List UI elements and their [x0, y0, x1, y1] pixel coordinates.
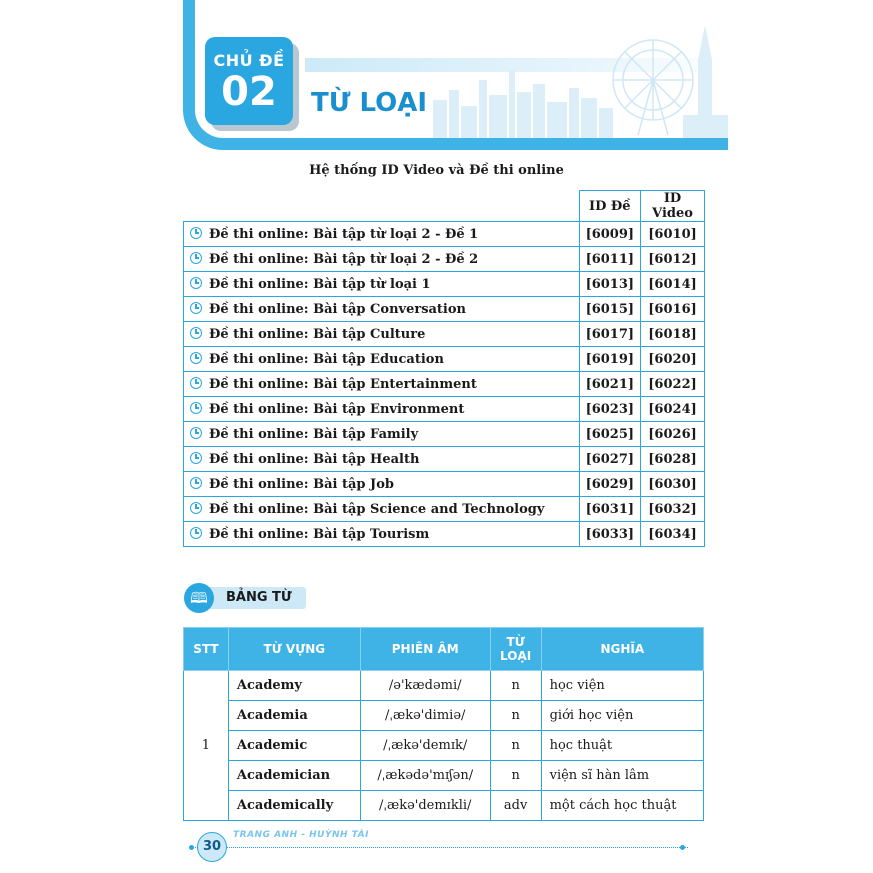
exam-name[interactable]: Đề thi online: Bài tập Education [209, 351, 444, 367]
exam-id: [6031] [579, 497, 640, 522]
header-meaning: NGHĨA [541, 628, 703, 671]
footer-line [193, 847, 688, 848]
clock-icon [190, 527, 202, 539]
vocab-row [184, 701, 704, 731]
exam-id: [6023] [579, 397, 640, 422]
video-id: [6026] [641, 422, 705, 447]
exam-name-cell [184, 397, 580, 422]
exam-name[interactable]: Đề thi online: Bài tập Culture [209, 326, 426, 342]
vocab-word: Academy [228, 671, 360, 701]
skyline-illustration [433, 20, 728, 138]
exam-id: [6027] [579, 447, 640, 472]
vocab-word: Academia [228, 701, 360, 731]
id-table-row [184, 422, 705, 447]
header-pos-line1: TỪ [506, 635, 525, 649]
vocab-word: Academician [228, 761, 360, 791]
clock-icon [190, 502, 202, 514]
exam-id: [6021] [579, 372, 640, 397]
vocab-header-row [184, 628, 704, 671]
chapter-label: CHỦ ĐỀ [213, 51, 285, 70]
video-id: [6020] [641, 347, 705, 372]
chapter-number: 02 [221, 69, 277, 115]
exam-id: [6011] [579, 247, 640, 272]
exam-name[interactable]: Đề thi online: Bài tập Conversation [209, 301, 466, 317]
col-id-video: ID Video [641, 191, 705, 222]
chapter-badge [205, 37, 293, 125]
exam-name[interactable]: Đề thi online: Bài tập Environment [209, 401, 465, 417]
vocab-row [184, 731, 704, 761]
exam-name-cell [184, 347, 580, 372]
exam-id: [6019] [579, 347, 640, 372]
exam-name-cell [184, 422, 580, 447]
vocab-pos: n [490, 671, 541, 701]
video-id: [6016] [641, 297, 705, 322]
exam-name[interactable]: Đề thi online: Bài tập từ loại 2 - Đề 1 [209, 226, 479, 242]
exam-name-cell [184, 272, 580, 297]
video-id: [6022] [641, 372, 705, 397]
video-id: [6012] [641, 247, 705, 272]
clock-icon [190, 327, 202, 339]
id-table [183, 190, 705, 547]
exam-name[interactable]: Đề thi online: Bài tập Tourism [209, 526, 430, 542]
footer-dot-right [680, 845, 685, 850]
clock-icon [190, 477, 202, 489]
exam-id: [6033] [579, 522, 640, 547]
clock-icon [190, 277, 202, 289]
id-table-row [184, 372, 705, 397]
exam-name[interactable]: Đề thi online: Bài tập Health [209, 451, 420, 467]
vocab-row [184, 761, 704, 791]
vocab-ipa: /ˌækədə'mɪʃən/ [360, 761, 490, 791]
exam-name-cell [184, 297, 580, 322]
header-pos [490, 628, 541, 671]
vocab-ipa: /ə'kædəmi/ [360, 671, 490, 701]
exam-id: [6009] [579, 222, 640, 247]
vocab-meaning: giới học viện [541, 701, 703, 731]
book-icon: 🕮 [184, 583, 214, 613]
vocab-ipa: /ˌækə'demɪkli/ [360, 791, 490, 821]
page-number: 30 [197, 832, 227, 862]
vocab-word: Academically [228, 791, 360, 821]
vocab-meaning: viện sĩ hàn lâm [541, 761, 703, 791]
clock-icon [190, 427, 202, 439]
vocab-pos: n [490, 761, 541, 791]
id-table-row [184, 472, 705, 497]
id-table-row [184, 447, 705, 472]
col-id-de: ID Đề [579, 191, 640, 222]
clock-icon [190, 402, 202, 414]
exam-name[interactable]: Đề thi online: Bài tập Job [209, 476, 394, 492]
clock-icon [190, 302, 202, 314]
bang-tu-label: BẢNG TỪ [208, 587, 306, 609]
clock-icon [190, 227, 202, 239]
video-id: [6034] [641, 522, 705, 547]
id-table-row [184, 522, 705, 547]
video-id: [6028] [641, 447, 705, 472]
vocab-row [184, 791, 704, 821]
clock-icon [190, 377, 202, 389]
vocab-pos: n [490, 701, 541, 731]
video-id: [6030] [641, 472, 705, 497]
id-table-row [184, 247, 705, 272]
video-id: [6032] [641, 497, 705, 522]
vocab-pos: n [490, 731, 541, 761]
exam-name-cell [184, 447, 580, 472]
exam-id: [6029] [579, 472, 640, 497]
header-pos-line2: LOẠI [500, 649, 532, 663]
video-id: [6018] [641, 322, 705, 347]
exam-id: [6025] [579, 422, 640, 447]
exam-name-cell [184, 522, 580, 547]
vocab-word: Academic [228, 731, 360, 761]
exam-name-cell [184, 497, 580, 522]
exam-id: [6015] [579, 297, 640, 322]
id-table-row [184, 272, 705, 297]
exam-id: [6017] [579, 322, 640, 347]
id-table-row [184, 497, 705, 522]
video-id: [6024] [641, 397, 705, 422]
id-table-row [184, 347, 705, 372]
header-word: TỪ VỰNG [228, 628, 360, 671]
exam-name[interactable]: Đề thi online: Bài tập từ loại 2 - Đề 2 [209, 251, 479, 267]
id-table-row [184, 222, 705, 247]
exam-name-cell [184, 322, 580, 347]
footer-dot-left [189, 845, 194, 850]
footer-authors: TRANG ANH - HUỲNH TÀI [233, 830, 369, 840]
chapter-header [183, 0, 728, 150]
exam-name-cell [184, 472, 580, 497]
exam-name[interactable]: Đề thi online: Bài tập Family [209, 426, 419, 442]
topic-title: TỪ LOẠI [311, 88, 428, 118]
video-id: [6014] [641, 272, 705, 297]
exam-name-cell [184, 222, 580, 247]
exam-name[interactable]: Đề thi online: Bài tập từ loại 1 [209, 276, 431, 292]
vocab-stt: 1 [184, 671, 229, 821]
vocab-meaning: học viện [541, 671, 703, 701]
video-id: [6010] [641, 222, 705, 247]
vocab-ipa: /ˌækə'dimiə/ [360, 701, 490, 731]
clock-icon [190, 252, 202, 264]
exam-name-cell [184, 372, 580, 397]
clock-icon [190, 452, 202, 464]
id-table-row [184, 297, 705, 322]
vocab-ipa: /ˌækə'demɪk/ [360, 731, 490, 761]
exam-name-cell [184, 247, 580, 272]
id-table-row [184, 322, 705, 347]
vocab-meaning: học thuật [541, 731, 703, 761]
exam-name[interactable]: Đề thi online: Bài tập Science and Technology [209, 501, 545, 517]
exam-name[interactable]: Đề thi online: Bài tập Entertainment [209, 376, 477, 392]
id-table-header [184, 191, 705, 222]
section-title: Hệ thống ID Video và Đề thi online [309, 163, 564, 178]
header-ipa: PHIÊN ÂM [360, 628, 490, 671]
vocab-row [184, 671, 704, 701]
clock-icon [190, 352, 202, 364]
vocab-pos: adv [490, 791, 541, 821]
header-stt: STT [184, 628, 229, 671]
exam-id: [6013] [579, 272, 640, 297]
vocab-table [183, 627, 704, 821]
id-table-row [184, 397, 705, 422]
vocab-meaning: một cách học thuật [541, 791, 703, 821]
page-footer [183, 827, 688, 867]
